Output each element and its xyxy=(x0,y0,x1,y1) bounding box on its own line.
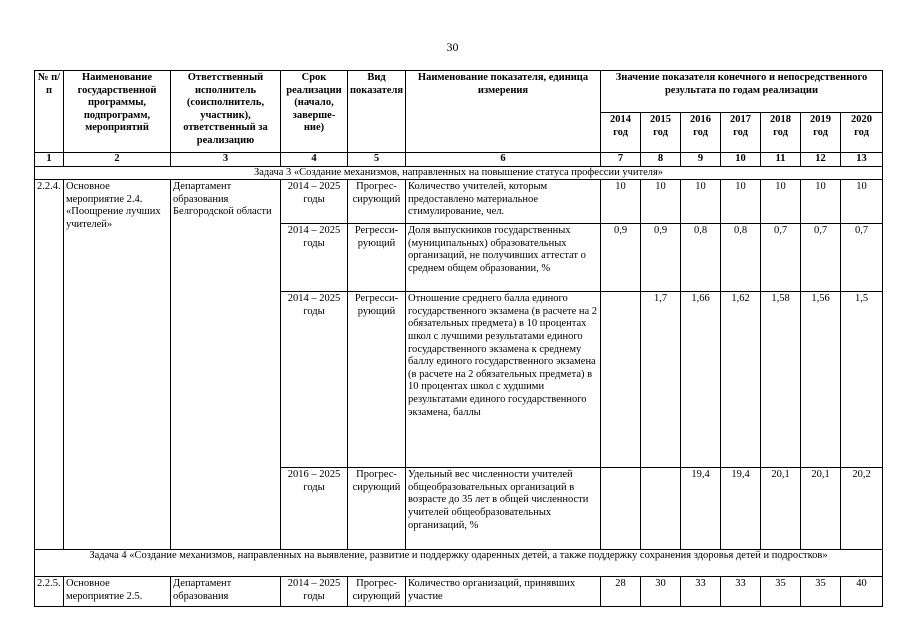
value-cell: 0,7 xyxy=(801,224,841,292)
column-number: 13 xyxy=(841,153,883,167)
header-type: Вид показателя xyxy=(348,71,406,153)
term: 2014 – 2025 годы xyxy=(281,577,348,607)
indicator-name: Количество учителей, которым предоставлено материальное стимулирование, чел. xyxy=(406,180,601,224)
column-number: 8 xyxy=(641,153,681,167)
task-row xyxy=(35,550,883,577)
column-number: 1 xyxy=(35,153,64,167)
measure-name: Основное мероприятие 2.4. «Поощрение лучших учителей» xyxy=(64,180,171,550)
task-4-title: Задача 4 «Создание механизмов, направленных на выявление, развитие и поддержку одаренных детей, а также поддержку сохранения здоровья детей и подростков» xyxy=(35,550,883,577)
value-cell: 1,5 xyxy=(841,292,883,468)
header-indicator: Наименование показателя, единица измерения xyxy=(406,71,601,153)
task-row xyxy=(35,166,883,180)
value-cell: 10 xyxy=(761,180,801,224)
value-cell: 10 xyxy=(641,180,681,224)
header-year: 2020 год xyxy=(841,113,883,153)
header-year: 2019 год xyxy=(801,113,841,153)
table-row xyxy=(35,577,883,607)
measure-name: Основное мероприятие 2.5. xyxy=(64,577,171,607)
header-row xyxy=(35,71,883,113)
term: 2016 – 2025 годы xyxy=(281,468,348,550)
value-cell: 1,58 xyxy=(761,292,801,468)
value-cell: 1,62 xyxy=(721,292,761,468)
column-number: 4 xyxy=(281,153,348,167)
value-cell xyxy=(601,292,641,468)
value-cell: 10 xyxy=(801,180,841,224)
column-number: 5 xyxy=(348,153,406,167)
value-cell xyxy=(601,468,641,550)
header-year: 2014 год xyxy=(601,113,641,153)
task-3-title: Задача 3 «Создание механизмов, направленных на повышение статуса профессии учителя» xyxy=(35,166,883,180)
value-cell: 0,7 xyxy=(841,224,883,292)
header-no: № п/п xyxy=(35,71,64,153)
value-cell: 10 xyxy=(601,180,641,224)
value-cell: 30 xyxy=(641,577,681,607)
executor: Департамент образования xyxy=(171,577,281,607)
value-cell: 10 xyxy=(721,180,761,224)
header-year: 2017 год xyxy=(721,113,761,153)
indicator-name: Количество организаций, принявших участие xyxy=(406,577,601,607)
value-cell: 10 xyxy=(841,180,883,224)
value-cell: 40 xyxy=(841,577,883,607)
value-cell: 35 xyxy=(801,577,841,607)
header-name: Наименование государственной программы, подпрограмм, мероприятий xyxy=(64,71,171,153)
value-cell: 20,1 xyxy=(761,468,801,550)
value-cell: 20,2 xyxy=(841,468,883,550)
value-cell: 19,4 xyxy=(721,468,761,550)
column-numbers-row xyxy=(35,153,883,167)
indicator-name: Доля выпускников государственных (муниципальных) образовательных организаций, не получивших аттестат о среднем общем образовании, % xyxy=(406,224,601,292)
value-cell: 0,9 xyxy=(641,224,681,292)
header-year: 2018 год xyxy=(761,113,801,153)
indicator-name: Удельный вес численности учителей общеобразовательных организаций в возрасте до 35 лет в общей численности учителей общеобразовательных организаций, % xyxy=(406,468,601,550)
indicator-type: Регресси-рующий xyxy=(348,292,406,468)
indicator-type: Регресси-рующий xyxy=(348,224,406,292)
value-cell: 1,66 xyxy=(681,292,721,468)
column-number: 10 xyxy=(721,153,761,167)
value-cell: 1,7 xyxy=(641,292,681,468)
header-year: 2015 год xyxy=(641,113,681,153)
value-cell: 20,1 xyxy=(801,468,841,550)
value-cell: 0,9 xyxy=(601,224,641,292)
column-number: 3 xyxy=(171,153,281,167)
term: 2014 – 2025 годы xyxy=(281,292,348,468)
header-executor: Ответственный исполнитель (соисполнитель, участник), ответственный за реализацию xyxy=(171,71,281,153)
value-cell: 10 xyxy=(681,180,721,224)
term: 2014 – 2025 годы xyxy=(281,180,348,224)
column-number: 6 xyxy=(406,153,601,167)
column-number: 7 xyxy=(601,153,641,167)
value-cell xyxy=(641,468,681,550)
column-number: 2 xyxy=(64,153,171,167)
indicators-table xyxy=(34,70,883,607)
header-term: Срок реализации (начало, заверше-ние) xyxy=(281,71,348,153)
column-number: 9 xyxy=(681,153,721,167)
value-cell: 1,56 xyxy=(801,292,841,468)
term: 2014 – 2025 годы xyxy=(281,224,348,292)
indicator-type: Прогрес-сирующий xyxy=(348,468,406,550)
indicator-type: Прогрес-сирующий xyxy=(348,577,406,607)
executor: Департамент образования Белгородской области xyxy=(171,180,281,550)
value-cell: 19,4 xyxy=(681,468,721,550)
row-number: 2.2.5. xyxy=(35,577,64,607)
value-cell: 0,8 xyxy=(681,224,721,292)
header-values-group: Значение показателя конечного и непосредственного результата по годам реализации xyxy=(601,71,883,113)
row-number: 2.2.4. xyxy=(35,180,64,550)
table-row xyxy=(35,180,883,224)
value-cell: 0,7 xyxy=(761,224,801,292)
value-cell: 33 xyxy=(721,577,761,607)
value-cell: 33 xyxy=(681,577,721,607)
indicator-type: Прогрес-сирующий xyxy=(348,180,406,224)
column-number: 12 xyxy=(801,153,841,167)
header-year: 2016 год xyxy=(681,113,721,153)
value-cell: 28 xyxy=(601,577,641,607)
value-cell: 0,8 xyxy=(721,224,761,292)
value-cell: 35 xyxy=(761,577,801,607)
indicator-name: Отношение среднего балла единого государственного экзамена (в расчете на 2 обязательных предмета) в 10 процентах школ с лучшими результатами единого государственного экзамена к среднему баллу единого государственного экзамена (в расчете на 2 обязательных предмета) в 10 процентах школ с худшими результатами единого государственного экзамена, баллы xyxy=(406,292,601,468)
page-number: 30 xyxy=(446,40,459,54)
column-number: 11 xyxy=(761,153,801,167)
